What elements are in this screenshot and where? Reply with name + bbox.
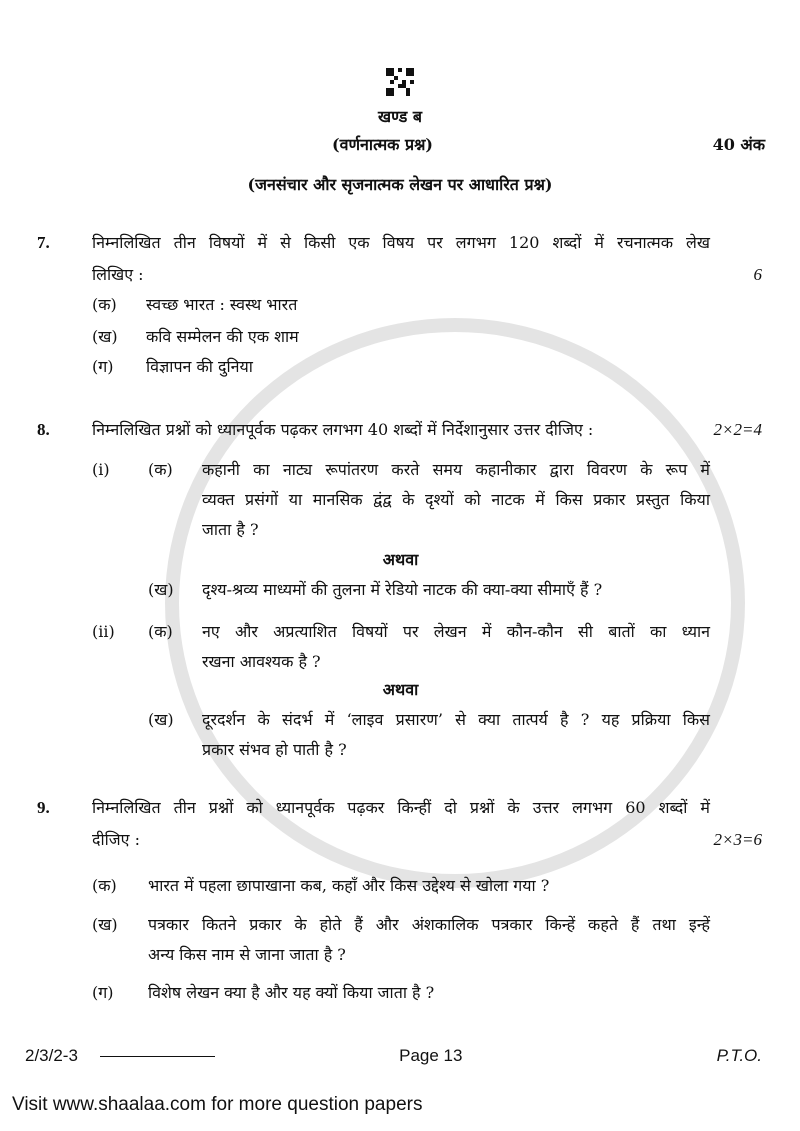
q7-marks: 6 bbox=[753, 265, 762, 284]
q8-row bbox=[37, 420, 762, 440]
q7-option-text: विज्ञापन की दुनिया bbox=[146, 357, 253, 376]
q7-option bbox=[37, 327, 762, 347]
q7-text-line2: लिखिए : bbox=[92, 265, 144, 284]
q9-text-line1: निम्नलिखित तीन प्रश्नों को ध्यानपूर्वक पढ़कर किन्हीं दो प्रश्नों के उत्तर लगभग 60 शब्दों में bbox=[92, 798, 710, 817]
q7-row bbox=[37, 233, 762, 253]
q7-option bbox=[37, 295, 762, 315]
q7-row bbox=[37, 265, 762, 285]
q8-sub-label: (क) bbox=[148, 460, 173, 479]
q8-sub-label: (क) bbox=[148, 622, 173, 641]
q8-part bbox=[37, 460, 762, 540]
q8-part-label: (i) bbox=[92, 460, 110, 479]
q9-option-line: अन्य किस नाम से जाना जाता है ? bbox=[148, 945, 346, 964]
q8-text-line: व्यक्त प्रसंगों या मानसिक द्वंद्व के दृश्यों को नाटक में किस प्रकार प्रस्तुत किया bbox=[202, 490, 710, 509]
q7-text-line1: निम्नलिखित तीन विषयों में से किसी एक विषय पर लगभग 120 शब्दों में रचनात्मक लेख bbox=[92, 233, 710, 252]
q9-marks: 2×3=6 bbox=[713, 830, 762, 849]
q8-text: निम्नलिखित प्रश्नों को ध्यानपूर्वक पढ़कर लगभग 40 शब्दों में निर्देशानुसार उत्तर दीजिए : bbox=[92, 420, 594, 439]
total-marks: 40 अंक bbox=[712, 135, 765, 154]
q8-part bbox=[37, 580, 762, 600]
q9-option-line: पत्रकार कितने प्रकार के होते हैं और अंशकालिक पत्रकार किन्हें कहते हैं तथा इन्हें bbox=[148, 915, 710, 934]
q9-option bbox=[37, 876, 762, 896]
q7-option-label: (ख) bbox=[92, 327, 118, 346]
q7-number: 7. bbox=[37, 233, 50, 252]
q8-number: 8. bbox=[37, 420, 50, 439]
q9-number: 9. bbox=[37, 798, 50, 817]
subheading: (जनसंचार और सृजनात्मक लेखन पर आधारित प्रश्न) bbox=[247, 175, 553, 194]
or-label: अथवा bbox=[382, 550, 419, 569]
section-title: खण्ड ब bbox=[378, 107, 422, 126]
q8-part bbox=[37, 710, 762, 760]
q8-text-line: प्रकार संभव हो पाती है ? bbox=[202, 740, 347, 759]
q8-part bbox=[37, 622, 762, 672]
visit-link[interactable]: Visit www.shaalaa.com for more question papers bbox=[12, 1094, 423, 1115]
q9-option-text bbox=[148, 915, 710, 965]
page-content bbox=[0, 68, 800, 1003]
q9-row bbox=[37, 798, 762, 818]
q8-text-line: नए और अप्रत्याशित विषयों पर लेखन में कौन-कौन सी बातों का ध्यान bbox=[202, 622, 710, 641]
page-number: Page 13 bbox=[399, 1046, 463, 1065]
q9-option-label: (ख) bbox=[92, 915, 118, 934]
q9-option-text: विशेष लेखन क्या है और यह क्यों किया जाता है ? bbox=[148, 983, 435, 1002]
q8-text-line: दृश्य-श्रव्य माध्यमों की तुलना में रेडियो नाटक की क्या-क्या सीमाएँ हैं ? bbox=[202, 580, 603, 599]
footer bbox=[25, 1046, 762, 1066]
q9-text-line2: दीजिए : bbox=[92, 830, 140, 849]
q9-row bbox=[37, 830, 762, 850]
q8-sub-text bbox=[202, 460, 710, 540]
q8-marks: 2×2=4 bbox=[713, 420, 762, 439]
q8-sub-label: (ख) bbox=[148, 580, 174, 599]
q8-sub-label: (ख) bbox=[148, 710, 174, 729]
section-type-row bbox=[0, 135, 800, 155]
footer-rule bbox=[100, 1056, 215, 1057]
q7-option bbox=[37, 357, 762, 377]
q8-sub-text bbox=[202, 622, 710, 672]
questions bbox=[0, 233, 800, 1003]
q8-text-line: दूरदर्शन के संदर्भ में ‘लाइव प्रसारण’ से क्या तात्पर्य है ? यह प्रक्रिया किस bbox=[202, 710, 710, 729]
q9-option-label: (क) bbox=[92, 876, 117, 895]
q7-option-text: स्वच्छ भारत : स्वस्थ भारत bbox=[146, 295, 298, 314]
q9-option-text: भारत में पहला छापाखाना कब, कहाँ और किस उद्देश्य से खोला गया ? bbox=[148, 876, 550, 895]
paper-code: 2/3/2-3 bbox=[25, 1046, 78, 1065]
q8-sub-text bbox=[202, 710, 710, 760]
q7-option-label: (ग) bbox=[92, 357, 114, 376]
or-label: अथवा bbox=[382, 680, 419, 699]
q8-text-line: कहानी का नाट्य रूपांतरण करते समय कहानीकार द्वारा विवरण के रूप में bbox=[202, 460, 710, 479]
q9-option bbox=[37, 983, 762, 1003]
q8-text-line: जाता है ? bbox=[202, 520, 259, 539]
q9-option bbox=[37, 915, 762, 965]
q8-part-label: (ii) bbox=[92, 622, 115, 641]
q7-option-text: कवि सम्मेलन की एक शाम bbox=[146, 327, 299, 346]
pto-label: P.T.O. bbox=[716, 1046, 762, 1065]
q9-option-label: (ग) bbox=[92, 983, 114, 1002]
q8-text-line: रखना आवश्यक है ? bbox=[202, 652, 321, 671]
qr-code-icon bbox=[386, 68, 414, 96]
section-type: (वर्णनात्मक प्रश्न) bbox=[332, 135, 433, 154]
q7-option-label: (क) bbox=[92, 295, 117, 314]
